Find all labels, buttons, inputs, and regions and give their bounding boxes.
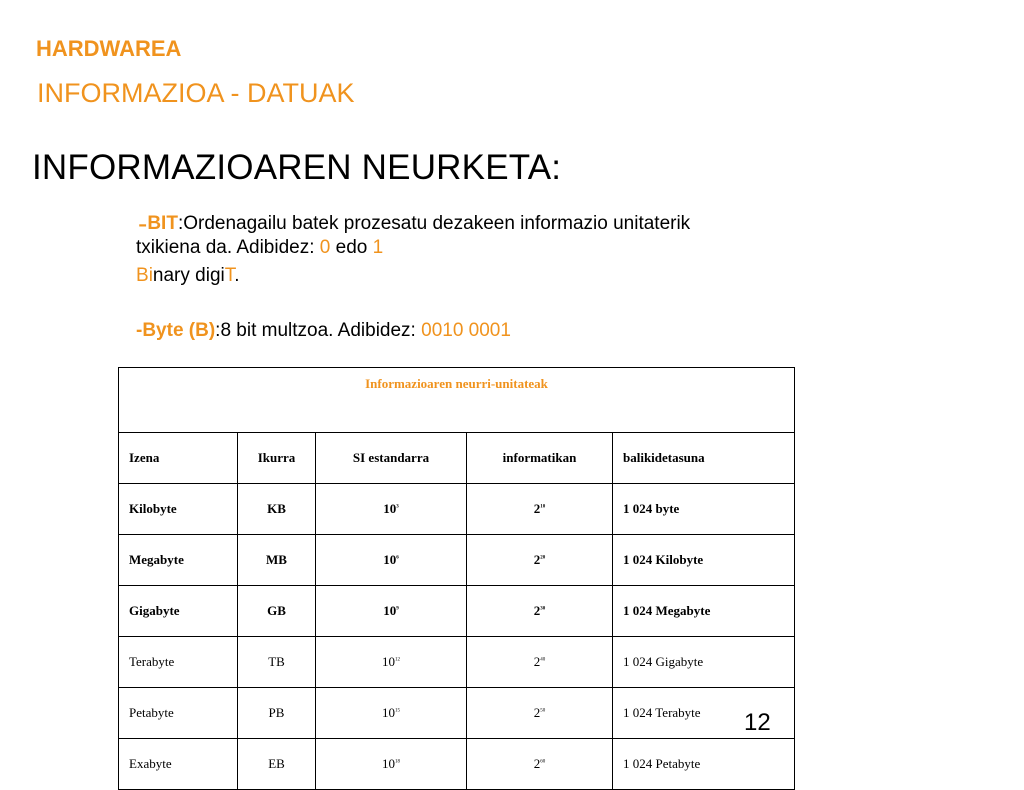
binary-period: . [234, 265, 240, 286]
unit-name: Terabyte [119, 637, 238, 688]
unit-name: Gigabyte [119, 586, 238, 637]
bit-continuation: txikiena da. Adibidez: [136, 237, 320, 258]
unit-symbol: TB [238, 637, 316, 688]
unit-si: $10^3$ [316, 484, 467, 535]
bit-example-one: 1 [372, 237, 384, 258]
table-row [119, 535, 795, 586]
bit-example-line [136, 237, 383, 259]
bit-definition [138, 204, 691, 239]
unit-symbol: MB [238, 535, 316, 586]
unit-equivalence: 1 024 Terabyte [613, 688, 795, 739]
unit-equivalence: 1 024 Gigabyte [613, 637, 795, 688]
table-row [119, 586, 795, 637]
unit-informatics: $2^{50}$ [467, 688, 613, 739]
byte-example: 0010 0001 [421, 320, 511, 341]
subsection-title: INFORMAZIOA - DATUAK [37, 78, 355, 108]
unit-si: $10^6$ [316, 535, 467, 586]
unit-informatics: $2^{20}$ [467, 535, 613, 586]
bit-term: BIT [147, 213, 178, 234]
unit-equivalence: 1 024 Kilobyte [613, 535, 795, 586]
unit-name: Megabyte [119, 535, 238, 586]
unit-informatics: $2^{30}$ [467, 586, 613, 637]
unit-symbol: EB [238, 739, 316, 790]
unit-name: Kilobyte [119, 484, 238, 535]
binary-digit-line [136, 265, 240, 287]
units-table [118, 367, 795, 790]
unit-equivalence: 1 024 Megabyte [613, 586, 795, 637]
unit-symbol: KB [238, 484, 316, 535]
unit-name: Petabyte [119, 688, 238, 739]
unit-equivalence: 1 024 Petabyte [613, 739, 795, 790]
slide-title: INFORMAZIOAREN NEURKETA: [32, 148, 562, 187]
unit-si: $10^9$ [316, 586, 467, 637]
table-header-row [119, 433, 795, 484]
binary-letter-i: i [148, 265, 153, 286]
byte-definition [136, 320, 511, 342]
binary-letter-t: T [224, 265, 235, 286]
unit-informatics: $2^{10}$ [467, 484, 613, 535]
table-row [119, 484, 795, 535]
unit-symbol: PB [238, 688, 316, 739]
unit-si: $10^{12}$ [316, 637, 467, 688]
bit-example-or: edo [330, 237, 373, 258]
unit-equivalence: 1 024 byte [613, 484, 795, 535]
table-row [119, 637, 795, 688]
header-equivalence: balikidetasuna [613, 433, 795, 484]
bit-example-zero: 0 [319, 237, 331, 258]
table-caption: Informazioaren neurri-unitateak [119, 368, 795, 433]
unit-informatics: $2^{40}$ [467, 637, 613, 688]
unit-informatics: $2^{60}$ [467, 739, 613, 790]
unit-name: Exabyte [119, 739, 238, 790]
table-row [119, 688, 795, 739]
bit-dash: - [138, 208, 148, 239]
section-title: HARDWAREA [36, 36, 182, 61]
binary-letter-b: B [136, 265, 149, 286]
unit-symbol: GB [238, 586, 316, 637]
byte-term: -Byte (B) [136, 320, 216, 341]
header-name: Izena [119, 433, 238, 484]
page-number: 12 [744, 709, 771, 736]
unit-si: $10^{15}$ [316, 688, 467, 739]
header-symbol: Ikurra [238, 433, 316, 484]
bit-definition-text: :Ordenagailu batek prozesatu dezakeen informazio unitaterik [177, 213, 691, 234]
unit-si: $10^{18}$ [316, 739, 467, 790]
header-informatics: informatikan [467, 433, 613, 484]
binary-middle: nary digi [152, 265, 225, 286]
header-si: SI estandarra [316, 433, 467, 484]
table-caption-row [119, 368, 795, 433]
byte-definition-text: :8 bit multzoa. Adibidez: [215, 320, 422, 341]
table-row [119, 739, 795, 790]
